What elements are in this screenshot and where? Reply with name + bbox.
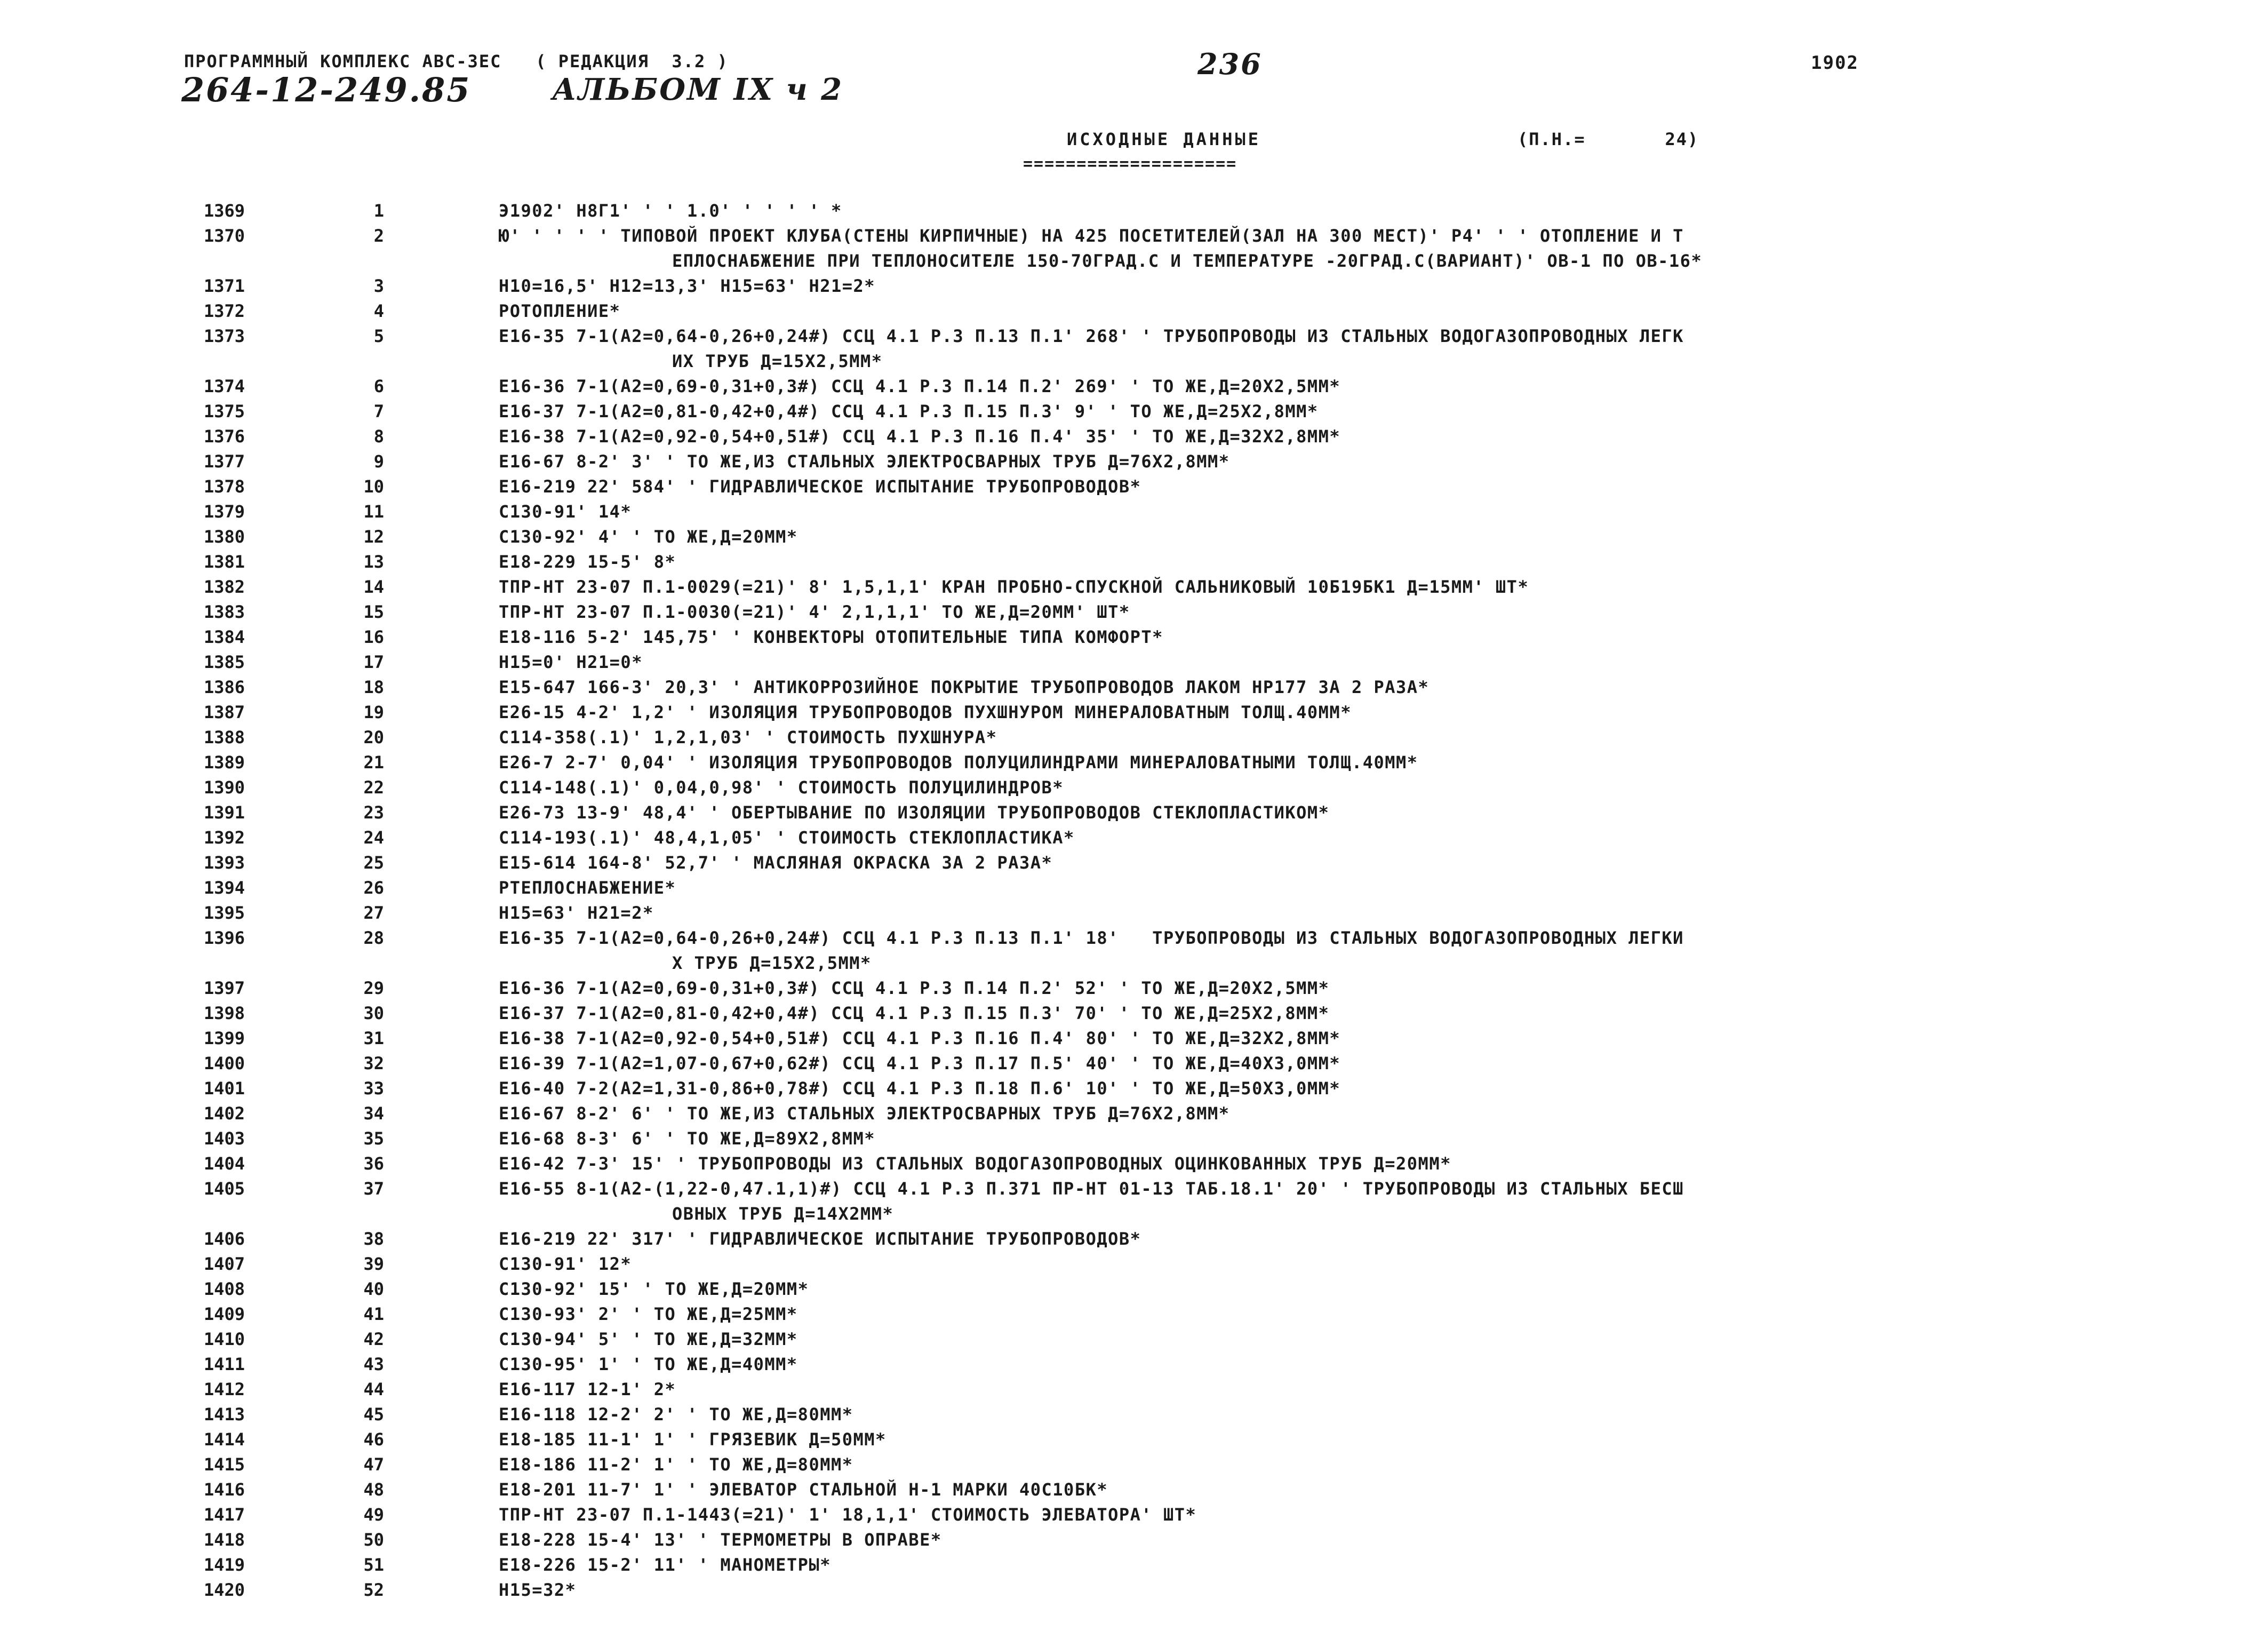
line-number: 1419: [204, 1555, 245, 1575]
sequence-number: 38: [363, 1229, 384, 1249]
record-text: Е16-35 7-1(А2=0,64-0,26+0,24#) ССЦ 4.1 Р.3 П.13 П.1' 268' ' ТРУБОПРОВОДЫ ИЗ СТАЛЬНЫХ ВОДОГАЗОПРОВОДНЫХ ЛЕГК: [499, 326, 1684, 346]
record-text: Н10=16,5' Н12=13,3' Н15=63' Н21=2*: [499, 276, 876, 296]
sequence-number: 46: [363, 1429, 384, 1450]
handwritten-album: АЛЬБОМ IX ч 2: [552, 72, 844, 107]
program-header: ПРОГРАММНЫЙ КОМПЛЕКС АВС-3ЕС ( РЕДАКЦИЯ 3.2 ): [184, 51, 729, 71]
record-text: Е15-647 166-3' 20,3' ' АНТИКОРРОЗИЙНОЕ ПОКРЫТИЕ ТРУБОПРОВОДОВ ЛАКОМ НР177 ЗА 2 РАЗА*: [499, 677, 1430, 697]
listing-row: [0, 775, 2268, 800]
record-text: Е26-73 13-9' 48,4' ' ОБЕРТЫВАНИЕ ПО ИЗОЛЯЦИИ ТРУБОПРОВОДОВ СТЕКЛОПЛАСТИКОМ*: [499, 802, 1330, 823]
line-number: 1378: [204, 476, 245, 497]
record-text: Е16-68 8-3' 6' ' ТО ЖЕ,Д=89Х2,8ММ*: [499, 1128, 876, 1149]
line-number: 1400: [204, 1053, 245, 1073]
line-number: 1403: [204, 1128, 245, 1149]
sequence-number: 4: [373, 301, 384, 321]
sequence-number: 6: [373, 376, 384, 396]
sequence-number: 40: [363, 1279, 384, 1299]
section-ref: (П.Н.= 24): [1518, 129, 1699, 149]
record-text: Е18-186 11-2' 1' ' ТО ЖЕ,Д=80ММ*: [499, 1454, 853, 1475]
sequence-number: 39: [363, 1254, 384, 1274]
listing-row: [0, 424, 2268, 449]
sequence-number: 50: [363, 1530, 384, 1550]
listing-row: [0, 274, 2268, 299]
record-text: Н15=32*: [499, 1580, 577, 1600]
record-text: Е16-36 7-1(А2=0,69-0,31+0,3#) ССЦ 4.1 Р.3 П.14 П.2' 269' ' ТО ЖЕ,Д=20Х2,5ММ*: [499, 376, 1341, 396]
listing-row: [0, 550, 2268, 575]
line-number: 1404: [204, 1153, 245, 1174]
listing-row: [0, 725, 2268, 750]
data-listing: [0, 198, 2268, 1603]
listing-row: [0, 1051, 2268, 1076]
sequence-number: 31: [363, 1028, 384, 1048]
line-number: 1390: [204, 777, 245, 798]
line-number: 1372: [204, 301, 245, 321]
listing-row: [0, 324, 2268, 374]
listing-row: [0, 224, 2268, 274]
sequence-number: 29: [363, 978, 384, 998]
sequence-number: 51: [363, 1555, 384, 1575]
record-text: С130-92' 4' ' ТО ЖЕ,Д=20ММ*: [499, 527, 798, 547]
record-text: С130-91' 12*: [499, 1254, 632, 1274]
record-text: Е15-614 164-8' 52,7' ' МАСЛЯНАЯ ОКРАСКА ЗА 2 РАЗА*: [499, 853, 1053, 873]
line-number: 1418: [204, 1530, 245, 1550]
section-title: ИСХОДНЫЕ ДАННЫЕ: [1067, 129, 1261, 149]
listing-row: [0, 1502, 2268, 1527]
line-number: 1395: [204, 903, 245, 923]
listing-row: [0, 850, 2268, 876]
record-text: ТПР-НТ 23-07 П.1-0030(=21)' 4' 2,1,1,1' ТО ЖЕ,Д=20ММ' ШТ*: [499, 602, 1130, 622]
listing-row: [0, 1477, 2268, 1502]
listing-row: [0, 299, 2268, 324]
listing-row: [0, 1176, 2268, 1227]
record-text: Е16-40 7-2(А2=1,31-0,86+0,78#) ССЦ 4.1 Р.3 П.18 П.6' 10' ' ТО ЖЕ,Д=50Х3,0ММ*: [499, 1078, 1341, 1099]
sequence-number: 52: [363, 1580, 384, 1600]
line-number: 1407: [204, 1254, 245, 1274]
listing-row: [0, 1227, 2268, 1252]
listing-row: [0, 1427, 2268, 1452]
document-code: 1902: [1811, 52, 1859, 74]
line-number: 1409: [204, 1304, 245, 1324]
line-number: 1394: [204, 878, 245, 898]
listing-row: [0, 1277, 2268, 1302]
line-number: 1417: [204, 1505, 245, 1525]
sequence-number: 32: [363, 1053, 384, 1073]
line-number: 1402: [204, 1103, 245, 1124]
record-text: С114-148(.1)' 0,04,0,98' ' СТОИМОСТЬ ПОЛУЦИЛИНДРОВ*: [499, 777, 1064, 798]
record-text: Э1902' Н8Г1' ' ' 1.0' ' ' ' ' *: [499, 201, 842, 221]
line-number: 1412: [204, 1379, 245, 1399]
record-text: Е16-67 8-2' 6' ' ТО ЖЕ,ИЗ СТАЛЬНЫХ ЭЛЕКТРОСВАРНЫХ ТРУБ Д=76Х2,8ММ*: [499, 1103, 1230, 1124]
record-text: Е16-39 7-1(А2=1,07-0,67+0,62#) ССЦ 4.1 Р.3 П.17 П.5' 40' ' ТО ЖЕ,Д=40Х3,0ММ*: [499, 1053, 1341, 1073]
record-text: С114-193(.1)' 48,4,1,05' ' СТОИМОСТЬ СТЕКЛОПЛАСТИКА*: [499, 828, 1075, 848]
record-text: Е16-67 8-2' 3' ' ТО ЖЕ,ИЗ СТАЛЬНЫХ ЭЛЕКТРОСВАРНЫХ ТРУБ Д=76Х2,8ММ*: [499, 451, 1230, 472]
record-text: Е26-15 4-2' 1,2' ' ИЗОЛЯЦИЯ ТРУБОПРОВОДОВ ПУХШНУРОМ МИНЕРАЛОВАТНЫМ ТОЛЩ.40ММ*: [499, 702, 1352, 722]
sequence-number: 3: [373, 276, 384, 296]
listing-row: [0, 1101, 2268, 1126]
line-number: 1415: [204, 1454, 245, 1475]
sequence-number: 43: [363, 1354, 384, 1374]
line-number: 1389: [204, 752, 245, 773]
listing-row: [0, 1126, 2268, 1151]
record-text: Ю' ' ' ' ' ТИПОВОЙ ПРОЕКТ КЛУБА(СТЕНЫ КИРПИЧНЫЕ) НА 425 ПОСЕТИТЕЛЕЙ(ЗАЛ НА 300 МЕСТ)' Р4' ' ' ОТОПЛЕНИЕ И Т: [499, 226, 1684, 246]
listing-row: [0, 1352, 2268, 1377]
record-text: Е16-55 8-1(А2-(1,22-0,47.1,1)#) ССЦ 4.1 Р.3 П.371 ПР-НТ 01-13 ТАБ.18.1' 20' ' ТРУБОПРОВОДЫ ИЗ СТАЛЬНЫХ БЕСШ: [499, 1179, 1684, 1199]
line-number: 1406: [204, 1229, 245, 1249]
sequence-number: 30: [363, 1003, 384, 1023]
sequence-number: 27: [363, 903, 384, 923]
record-text: Е26-7 2-7' 0,04' ' ИЗОЛЯЦИЯ ТРУБОПРОВОДОВ ПОЛУЦИЛИНДРАМИ МИНЕРАЛОВАТНЫМИ ТОЛЩ.40ММ*: [499, 752, 1418, 773]
listing-row: [0, 575, 2268, 600]
listing-row: [0, 1402, 2268, 1427]
record-text: С114-358(.1)' 1,2,1,03' ' СТОИМОСТЬ ПУХШНУРА*: [499, 727, 997, 747]
listing-row: [0, 499, 2268, 524]
line-number: 1392: [204, 828, 245, 848]
sequence-number: 25: [363, 853, 384, 873]
sequence-number: 18: [363, 677, 384, 697]
record-text: Е16-118 12-2' 2' ' ТО ЖЕ,Д=80ММ*: [499, 1404, 853, 1425]
listing-row: [0, 1327, 2268, 1352]
sequence-number: 10: [363, 476, 384, 497]
line-number: 1376: [204, 426, 245, 447]
listing-row: [0, 800, 2268, 825]
line-number: 1384: [204, 627, 245, 647]
record-text: ТПР-НТ 23-07 П.1-1443(=21)' 1' 18,1,1' СТОИМОСТЬ ЭЛЕВАТОРА' ШТ*: [499, 1505, 1197, 1525]
sequence-number: 47: [363, 1454, 384, 1475]
line-number: 1380: [204, 527, 245, 547]
record-text-continuation: ЕПЛОСНАБЖЕНИЕ ПРИ ТЕПЛОНОСИТЕЛЕ 150-70ГРАД.С И ТЕМПЕРАТУРЕ -20ГРАД.С(ВАРИАНТ)' ОВ-1 ПО ОВ-16*: [672, 251, 1703, 271]
record-text: Е18-228 15-4' 13' ' ТЕРМОМЕТРЫ В ОПРАВЕ*: [499, 1530, 942, 1550]
record-text: Е18-226 15-2' 11' ' МАНОМЕТРЫ*: [499, 1555, 831, 1575]
listing-row: [0, 600, 2268, 625]
listing-row: [0, 374, 2268, 399]
line-number: 1374: [204, 376, 245, 396]
record-text: Е16-37 7-1(А2=0,81-0,42+0,4#) ССЦ 4.1 Р.3 П.15 П.3' 70' ' ТО ЖЕ,Д=25Х2,8ММ*: [499, 1003, 1330, 1023]
line-number: 1370: [204, 226, 245, 246]
record-text: ТПР-НТ 23-07 П.1-0029(=21)' 8' 1,5,1,1' КРАН ПРОБНО-СПУСКНОЙ САЛЬНИКОВЫЙ 10Б19БК1 Д=15ММ' ШТ*: [499, 577, 1529, 597]
record-text: Е16-35 7-1(А2=0,64-0,26+0,24#) ССЦ 4.1 Р.3 П.13 П.1' 18' ТРУБОПРОВОДЫ ИЗ СТАЛЬНЫХ ВОДОГАЗОПРОВОДНЫХ ЛЕГКИ: [499, 928, 1684, 948]
record-text-continuation: ИХ ТРУБ Д=15Х2,5ММ*: [672, 351, 883, 371]
sequence-number: 22: [363, 777, 384, 798]
listing-row: [0, 198, 2268, 224]
record-text-continuation: Х ТРУБ Д=15Х2,5ММ*: [672, 953, 872, 973]
listing-row: [0, 625, 2268, 650]
listing-row: [0, 399, 2268, 424]
line-number: 1386: [204, 677, 245, 697]
sequence-number: 26: [363, 878, 384, 898]
record-text: Е16-36 7-1(А2=0,69-0,31+0,3#) ССЦ 4.1 Р.3 П.14 П.2' 52' ' ТО ЖЕ,Д=20Х2,5ММ*: [499, 978, 1330, 998]
line-number: 1377: [204, 451, 245, 472]
sequence-number: 20: [363, 727, 384, 747]
listing-row: [0, 449, 2268, 474]
line-number: 1379: [204, 502, 245, 522]
listing-row: [0, 650, 2268, 675]
record-text: РОТОПЛЕНИЕ*: [499, 301, 621, 321]
record-text: Н15=63' Н21=2*: [499, 903, 654, 923]
record-text: Е16-42 7-3' 15' ' ТРУБОПРОВОДЫ ИЗ СТАЛЬНЫХ ВОДОГАЗОПРОВОДНЫХ ОЦИНКОВАННЫХ ТРУБ Д=20ММ*: [499, 1153, 1451, 1174]
sequence-number: 11: [363, 502, 384, 522]
listing-row: [0, 750, 2268, 775]
sequence-number: 28: [363, 928, 384, 948]
line-number: 1408: [204, 1279, 245, 1299]
sequence-number: 42: [363, 1329, 384, 1349]
record-text: С130-93' 2' ' ТО ЖЕ,Д=25ММ*: [499, 1304, 798, 1324]
record-text: Е16-219 22' 584' ' ГИДРАВЛИЧЕСКОЕ ИСПЫТАНИЕ ТРУБОПРОВОДОВ*: [499, 476, 1141, 497]
record-text: Е16-38 7-1(А2=0,92-0,54+0,51#) ССЦ 4.1 Р.3 П.16 П.4' 80' ' ТО ЖЕ,Д=32Х2,8ММ*: [499, 1028, 1341, 1048]
line-number: 1416: [204, 1479, 245, 1500]
sequence-number: 15: [363, 602, 384, 622]
line-number: 1411: [204, 1354, 245, 1374]
sequence-number: 33: [363, 1078, 384, 1099]
line-number: 1369: [204, 201, 245, 221]
listing-row: [0, 474, 2268, 499]
sequence-number: 16: [363, 627, 384, 647]
line-number: 1398: [204, 1003, 245, 1023]
line-number: 1401: [204, 1078, 245, 1099]
line-number: 1420: [204, 1580, 245, 1600]
sequence-number: 24: [363, 828, 384, 848]
sequence-number: 7: [373, 401, 384, 421]
record-text: Н15=0' Н21=0*: [499, 652, 643, 672]
listing-row: [0, 976, 2268, 1001]
line-number: 1382: [204, 577, 245, 597]
line-number: 1399: [204, 1028, 245, 1048]
record-text: Е18-116 5-2' 145,75' ' КОНВЕКТОРЫ ОТОПИТЕЛЬНЫЕ ТИПА КОМФОРТ*: [499, 627, 1163, 647]
sequence-number: 37: [363, 1179, 384, 1199]
sequence-number: 13: [363, 552, 384, 572]
record-text: Е16-38 7-1(А2=0,92-0,54+0,51#) ССЦ 4.1 Р.3 П.16 П.4' 35' ' ТО ЖЕ,Д=32Х2,8ММ*: [499, 426, 1341, 447]
sequence-number: 48: [363, 1479, 384, 1500]
record-text: С130-91' 14*: [499, 502, 632, 522]
listing-row: [0, 1377, 2268, 1402]
section-underline: ====================: [1023, 155, 1237, 173]
line-number: 1381: [204, 552, 245, 572]
sequence-number: 36: [363, 1153, 384, 1174]
line-number: 1371: [204, 276, 245, 296]
sequence-number: 34: [363, 1103, 384, 1124]
listing-row: [0, 1076, 2268, 1101]
listing-row: [0, 1151, 2268, 1176]
listing-row: [0, 700, 2268, 725]
line-number: 1396: [204, 928, 245, 948]
line-number: 1391: [204, 802, 245, 823]
line-number: 1375: [204, 401, 245, 421]
sequence-number: 35: [363, 1128, 384, 1149]
listing-row: [0, 524, 2268, 550]
sequence-number: 9: [373, 451, 384, 472]
listing-row: [0, 926, 2268, 976]
page-number: 236: [1197, 47, 1263, 81]
listing-row: [0, 1578, 2268, 1603]
record-text: Е18-229 15-5' 8*: [499, 552, 676, 572]
record-text-continuation: ОВНЫХ ТРУБ Д=14Х2ММ*: [672, 1204, 894, 1224]
line-number: 1387: [204, 702, 245, 722]
sequence-number: 44: [363, 1379, 384, 1399]
listing-row: [0, 1001, 2268, 1026]
listing-row: [0, 1452, 2268, 1477]
sequence-number: 17: [363, 652, 384, 672]
listing-row: [0, 1527, 2268, 1553]
sequence-number: 19: [363, 702, 384, 722]
record-text: Е18-185 11-1' 1' ' ГРЯЗЕВИК Д=50ММ*: [499, 1429, 887, 1450]
line-number: 1388: [204, 727, 245, 747]
sequence-number: 2: [373, 226, 384, 246]
line-number: 1414: [204, 1429, 245, 1450]
record-text: С130-94' 5' ' ТО ЖЕ,Д=32ММ*: [499, 1329, 798, 1349]
record-text: Е18-201 11-7' 1' ' ЭЛЕВАТОР СТАЛЬНОЙ Н-1 МАРКИ 40С10БК*: [499, 1479, 1108, 1500]
line-number: 1393: [204, 853, 245, 873]
line-number: 1405: [204, 1179, 245, 1199]
line-number: 1373: [204, 326, 245, 346]
sequence-number: 8: [373, 426, 384, 447]
sequence-number: 14: [363, 577, 384, 597]
sequence-number: 12: [363, 527, 384, 547]
handwritten-code: 264-12-249.85: [181, 70, 472, 109]
record-text: РТЕПЛОСНАБЖЕНИЕ*: [499, 878, 676, 898]
listing-row: [0, 675, 2268, 700]
listing-row: [0, 825, 2268, 850]
listing-row: [0, 1302, 2268, 1327]
line-number: 1383: [204, 602, 245, 622]
sequence-number: 49: [363, 1505, 384, 1525]
record-text: С130-92' 15' ' ТО ЖЕ,Д=20ММ*: [499, 1279, 809, 1299]
record-text: С130-95' 1' ' ТО ЖЕ,Д=40ММ*: [499, 1354, 798, 1374]
line-number: 1413: [204, 1404, 245, 1425]
sequence-number: 41: [363, 1304, 384, 1324]
listing-row: [0, 901, 2268, 926]
sequence-number: 1: [373, 201, 384, 221]
listing-row: [0, 876, 2268, 901]
line-number: 1397: [204, 978, 245, 998]
sequence-number: 21: [363, 752, 384, 773]
record-text: Е16-219 22' 317' ' ГИДРАВЛИЧЕСКОЕ ИСПЫТАНИЕ ТРУБОПРОВОДОВ*: [499, 1229, 1141, 1249]
listing-row: [0, 1026, 2268, 1051]
sequence-number: 23: [363, 802, 384, 823]
line-number: 1385: [204, 652, 245, 672]
record-text: Е16-117 12-1' 2*: [499, 1379, 676, 1399]
sequence-number: 45: [363, 1404, 384, 1425]
listing-row: [0, 1252, 2268, 1277]
line-number: 1410: [204, 1329, 245, 1349]
listing-row: [0, 1553, 2268, 1578]
record-text: Е16-37 7-1(А2=0,81-0,42+0,4#) ССЦ 4.1 Р.3 П.15 П.3' 9' ' ТО ЖЕ,Д=25Х2,8ММ*: [499, 401, 1319, 421]
sequence-number: 5: [373, 326, 384, 346]
